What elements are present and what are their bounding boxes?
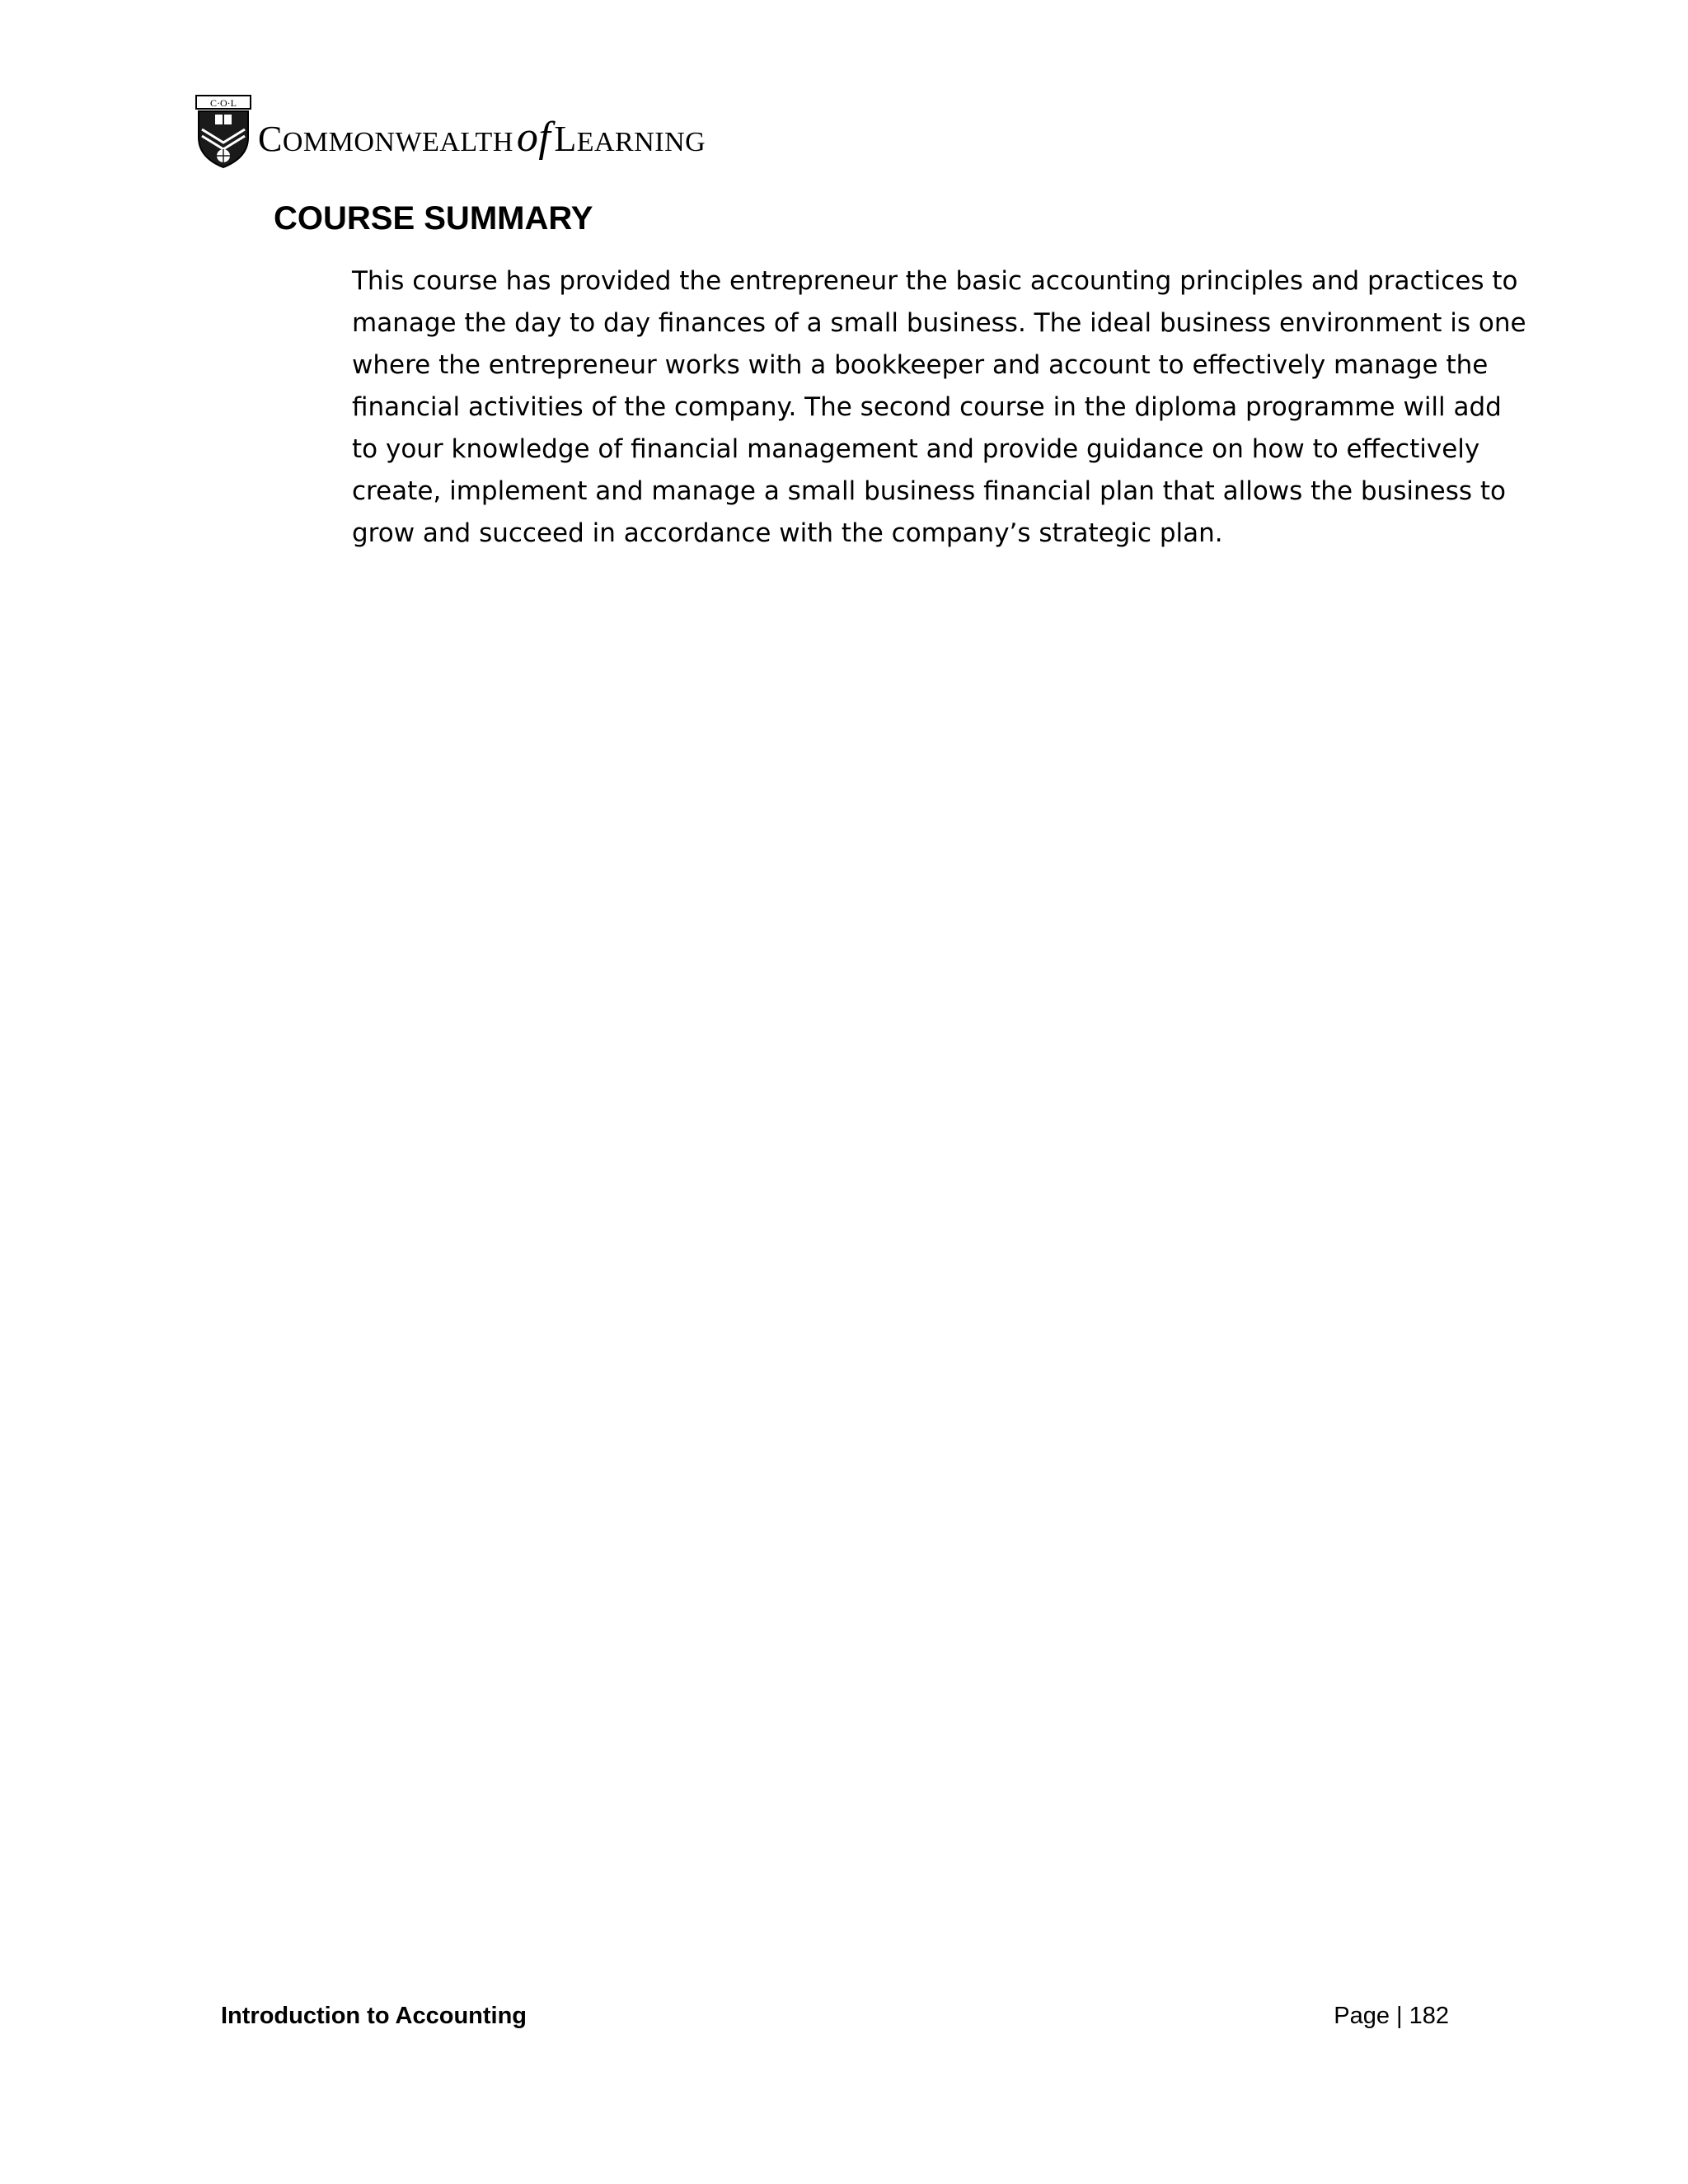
paragraph-line: This course has provided the entrepreneur the basic accounting principles and practices to [352,266,1518,296]
footer-document-title: Introduction to Accounting [221,2003,528,2029]
svg-text:C·O·L: C·O·L [210,97,237,109]
paragraph-line: grow and succeed in accordance with the company’s strategic plan. [352,518,1223,548]
footer-page-number: Page | 182 [1334,2003,1449,2029]
col-shield-icon [195,95,251,169]
logo-wordmark: COMMONWEALTHofLEARNING [258,114,706,161]
course-summary-paragraph [352,260,1526,555]
paragraph-line: financial activities of the company. The second course in the diploma programme will add [352,392,1502,422]
paragraph-line: manage the day to day finances of a small business. The ideal business environment is one [352,308,1526,338]
paragraph-line: to your knowledge of financial management and provide guidance on how to effectively [352,434,1480,464]
commonwealth-of-learning-logo [195,95,706,169]
section-heading: COURSE SUMMARY [274,200,593,237]
paragraph-line: where the entrepreneur works with a bookkeeper and account to effectively manage the [352,350,1489,380]
paragraph-line: create, implement and manage a small business financial plan that allows the business to [352,476,1506,506]
